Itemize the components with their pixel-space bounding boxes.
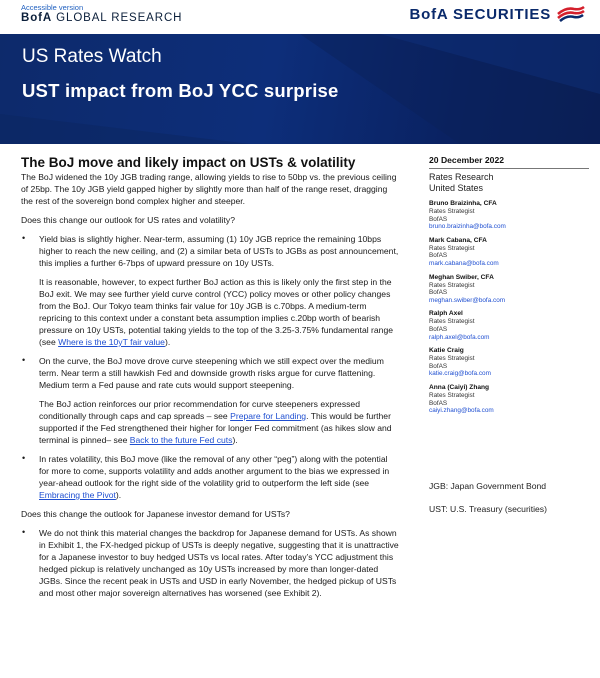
analyst-card	[429, 347, 589, 378]
bofa-global-research-brand: BofA GLOBAL RESEARCH	[21, 12, 183, 24]
analyst-firm: BofAS	[429, 325, 448, 333]
analyst-name: Meghan Swiber, CFA	[429, 273, 494, 281]
analyst-title: Rates Strategist	[429, 281, 475, 289]
side-column	[429, 155, 589, 514]
analyst-firm: BofAS	[429, 289, 448, 297]
accessible-version-link[interactable]: Accessible version	[21, 3, 84, 12]
analyst-firm: BofAS	[429, 252, 448, 260]
question-us-rates: Does this change our outlook for US rates and volatility?	[21, 215, 236, 225]
analyst-email-link[interactable]: caiyi.zhang@bofa.com	[429, 407, 494, 415]
analyst-card	[429, 237, 589, 268]
analyst-firm: BofAS	[429, 399, 448, 407]
analyst-title: Rates Strategist	[429, 244, 475, 252]
link-embracing-the-pivot[interactable]: Embracing the Pivot	[39, 490, 116, 500]
analyst-title: Rates Strategist	[429, 391, 475, 399]
report-date: 20 December 2022	[429, 155, 589, 169]
analyst-email-link[interactable]: bruno.braizinha@bofa.com	[429, 223, 506, 231]
report-title: UST impact from BoJ YCC surprise	[22, 80, 339, 101]
bullet-yield-bias	[21, 233, 399, 269]
bullet-volatility-text: In rates volatility, this BoJ move (like the removal of any other “peg”) along with the potential for more to come, supports volatility and adds another argument to the bias we expressed in year-ahead outlook for the right side of the volatility grid to outperform the left side (see Embracing the Pivot).	[39, 454, 390, 500]
analyst-name: Ralph Axel	[429, 310, 463, 318]
analyst-card	[429, 384, 589, 415]
analyst-title: Rates Strategist	[429, 318, 475, 326]
link-prepare-for-landing[interactable]: Prepare for Landing	[230, 411, 307, 421]
analyst-name: Bruno Braizinha, CFA	[429, 200, 497, 207]
analyst-firm: BofAS	[429, 215, 448, 223]
bullet-icon: •	[22, 527, 26, 537]
report-series: US Rates Watch	[22, 46, 162, 67]
bullet-icon: •	[22, 453, 26, 463]
bullet-japanese-demand-text: We do not think this material changes the backdrop for Japanese demand for USTs. As shown in Exhibit 1, the FX-hedged pickup of USTs is deeply negative, suggesting that it is unattractive for a Japanese investor to buy hedged USTs vs local rates. After today’s YCC adjustment this hedged pickup is relatively unchanged as 10y USTs increased by more than longer-dated JGBs. Since the recent peak in USTs and USD in early November, the hedged pickup of USTs and most other major sovereign alternatives has worsened (see Exhibit 2).	[39, 528, 399, 598]
department: Rates Research United States	[429, 172, 494, 193]
bullet-curve	[21, 355, 399, 391]
bullet-yield-bias-detail: It is reasonable, however, to expect further BoJ action as this is likely only the first step in the BoJ exit. We may see further yield curve control (YCC) policy moves or other policy changes from the BoJ. Our Tokyo team thinks fair value for 10y JGB is c.70bps. A medium-term repricing to this context under a constant beta assumption implies c.20bp worth of bearish pressure on 10y USTs, potential taking yields to the top of the 3.25-3.75% fundamental range (see Where is the 10yT fair value).	[39, 277, 393, 347]
bullet-volatility	[21, 453, 399, 501]
glossary-jgb: JGB: Japan Government Bond	[429, 480, 547, 491]
bofa-securities-logo	[410, 5, 586, 23]
bofa-flag-icon	[556, 5, 586, 23]
analyst-email-link[interactable]: meghan.swiber@bofa.com	[429, 296, 506, 304]
link-10yt-fair-value[interactable]: Where is the 10yT fair value	[58, 337, 165, 347]
analyst-firm: BofAS	[429, 362, 448, 370]
main-column	[21, 155, 399, 599]
question-japanese-demand: Does this change the outlook for Japanese investor demand for USTs?	[21, 509, 290, 519]
section-heading: The BoJ move and likely impact on USTs & volatility	[21, 155, 356, 170]
bofa-securities-wordmark: BofA SECURITIES	[409, 5, 551, 23]
bullet-icon: •	[22, 233, 26, 243]
analyst-email-link[interactable]: katie.craig@bofa.com	[429, 370, 491, 378]
analyst-title: Rates Strategist	[429, 355, 475, 363]
analyst-card	[429, 274, 589, 305]
analyst-title: Rates Strategist	[429, 208, 475, 215]
bullet-curve-detail: The BoJ action reinforces our prior recommendation for curve steepeners expressed conditionally through caps and cap spreads – see Prepare for Landing. This would be further supported if the Fed strengthened their higher for longer Fed commitment (as hikes slow and terminal is pinned– see Back to the future Fed cuts).	[39, 399, 392, 445]
analyst-card	[429, 310, 589, 341]
analyst-email-link[interactable]: mark.cabana@bofa.com	[429, 259, 499, 267]
analyst-card	[429, 200, 589, 231]
intro-paragraph: The BoJ widened the 10y JGB trading range, allowing yields to rise to 50bp vs. the previous ceiling of 25bp. The 10y JGB yield gapped higher by slightly more than half of the range reset, dragging the rest of the sovereign bond complex higher and steeper.	[21, 172, 397, 206]
bullet-icon: •	[22, 355, 26, 365]
top-bar	[0, 0, 600, 34]
analyst-name: Anna (Caiyi) Zhang	[429, 383, 490, 391]
analyst-name: Katie Craig	[429, 347, 464, 355]
analyst-email-link[interactable]: ralph.axel@bofa.com	[429, 333, 490, 341]
glossary-ust: UST: U.S. Treasury (securities)	[429, 503, 547, 514]
link-back-to-future-fed-cuts[interactable]: Back to the future Fed cuts	[129, 435, 233, 445]
bullet-curve-text: On the curve, the BoJ move drove curve steepening which we still expect over the medium term. Near term a still hawkish Fed and downside growth risks argue for curve flattening. Medium term a Fed pause and rate cuts would support steepening.	[39, 356, 384, 390]
analyst-name: Mark Cabana, CFA	[429, 236, 487, 244]
bullet-japanese-demand	[21, 527, 399, 599]
title-banner	[0, 34, 600, 144]
bullet-yield-bias-text: Yield bias is slightly higher. Near-term, assuming (1) 10y JGB reprice the remaining 10bps higher to reach the new ceiling, and (2) a similar beta of USTs to JGBs as post announcement, this implies a further 6-7bps of upward pressure on 10y USTs.	[39, 234, 399, 268]
